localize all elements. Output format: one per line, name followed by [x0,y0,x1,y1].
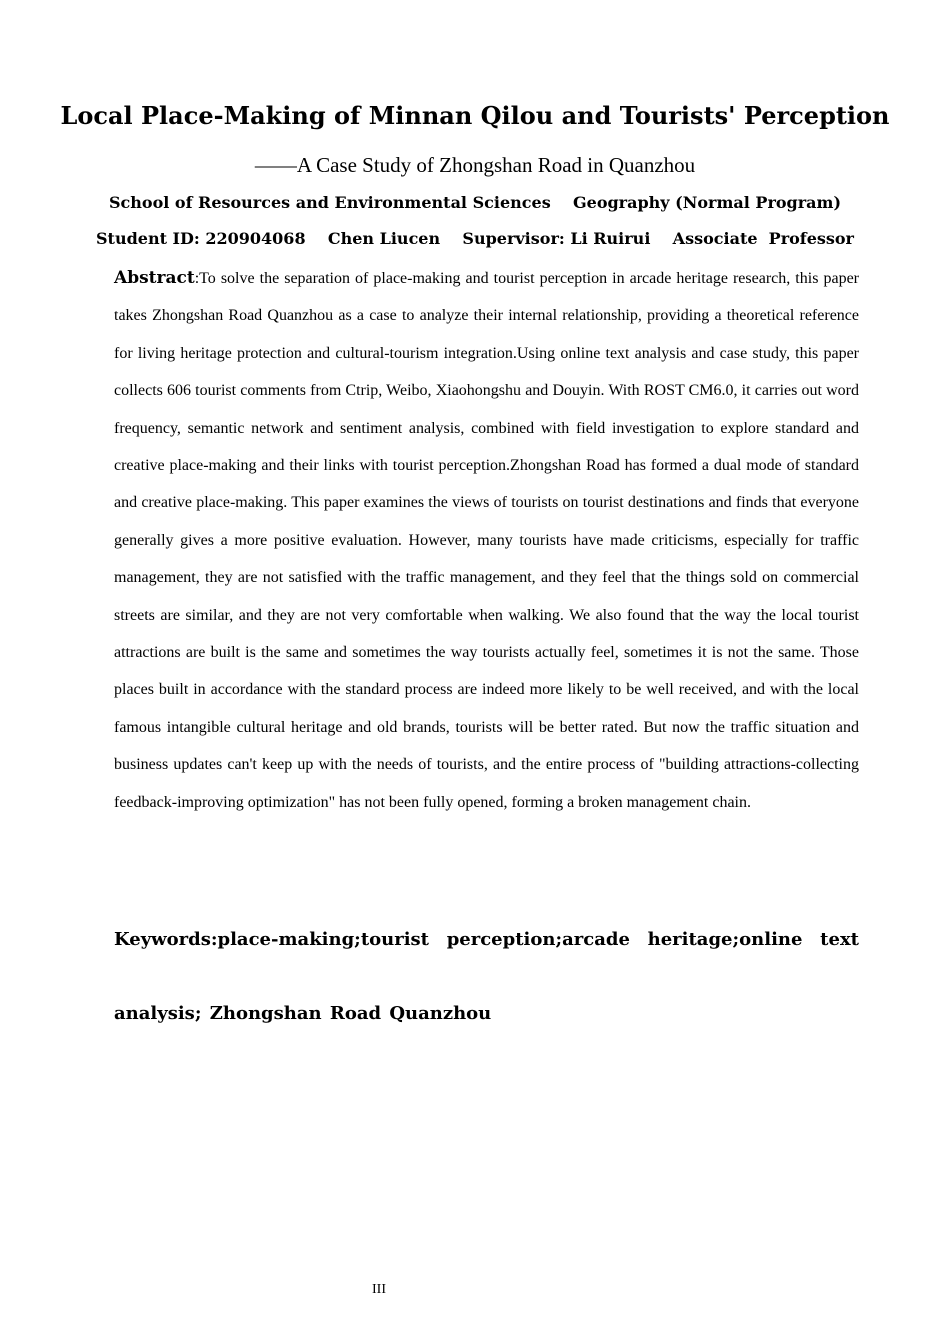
paper-title: Local Place-Making of Minnan Qilou and Tourists' Perception [60,101,890,130]
student-info-line: Student ID: 220904068 Chen Liucen Supervisor: Li Ruirui Associate Professor [96,229,854,248]
page-number: III [372,1282,386,1297]
paper-subtitle: ——A Case Study of Zhongshan Road in Quanzhou [254,153,696,177]
abstract-paragraph [114,260,859,821]
abstract-text: :To solve the separation of place-making and tourist perception in arcade heritage research, this paper takes Zhongshan Road Quanzhou as a case to analyze their internal relationship, providing a theoretical reference for living heritage protection and cultural-tourism integration.Using online text analysis and case study, this paper collects 606 tourist comments from Ctrip, Weibo, Xiaohongshu and Douyin. With ROST CM6.0, it carries out word frequency, semantic network and sentiment analysis, combined with field investigation to explore standard and creative place-making and their links with tourist perception.Zhongshan Road has formed a dual mode of standard and creative place-making. This paper examines the views of tourists on tourist destinations and finds that everyone generally gives a more positive evaluation. However, many tourists have made criticisms, especially for traffic management, they are not satisfied with the traffic management, and they feel that the things sold on commercial streets are similar, and they are not very comfortable when walking. We also found that the way the local tourist attractions are built is the same and sometimes the way tourists actually feel, sometimes it is not the same. Those places built in accordance with the standard process are indeed more likely to be well received, and with the local famous intangible cultural heritage and old brands, tourists will be better rated. But now the traffic situation and business updates can't keep up with the needs of tourists, and the entire process of "building attractions-collecting feedback-improving optimization" has not been fully opened, forming a broken management chain. [114,270,859,811]
affiliation-line: School of Resources and Environmental Sciences Geography (Normal Program) [108,193,842,212]
abstract-label: Abstract [114,268,195,288]
keywords-paragraph: Keywords:place-making;tourist perception;arcade heritage;online text analysis; Zhongshan Road Quanzhou [114,929,859,1024]
